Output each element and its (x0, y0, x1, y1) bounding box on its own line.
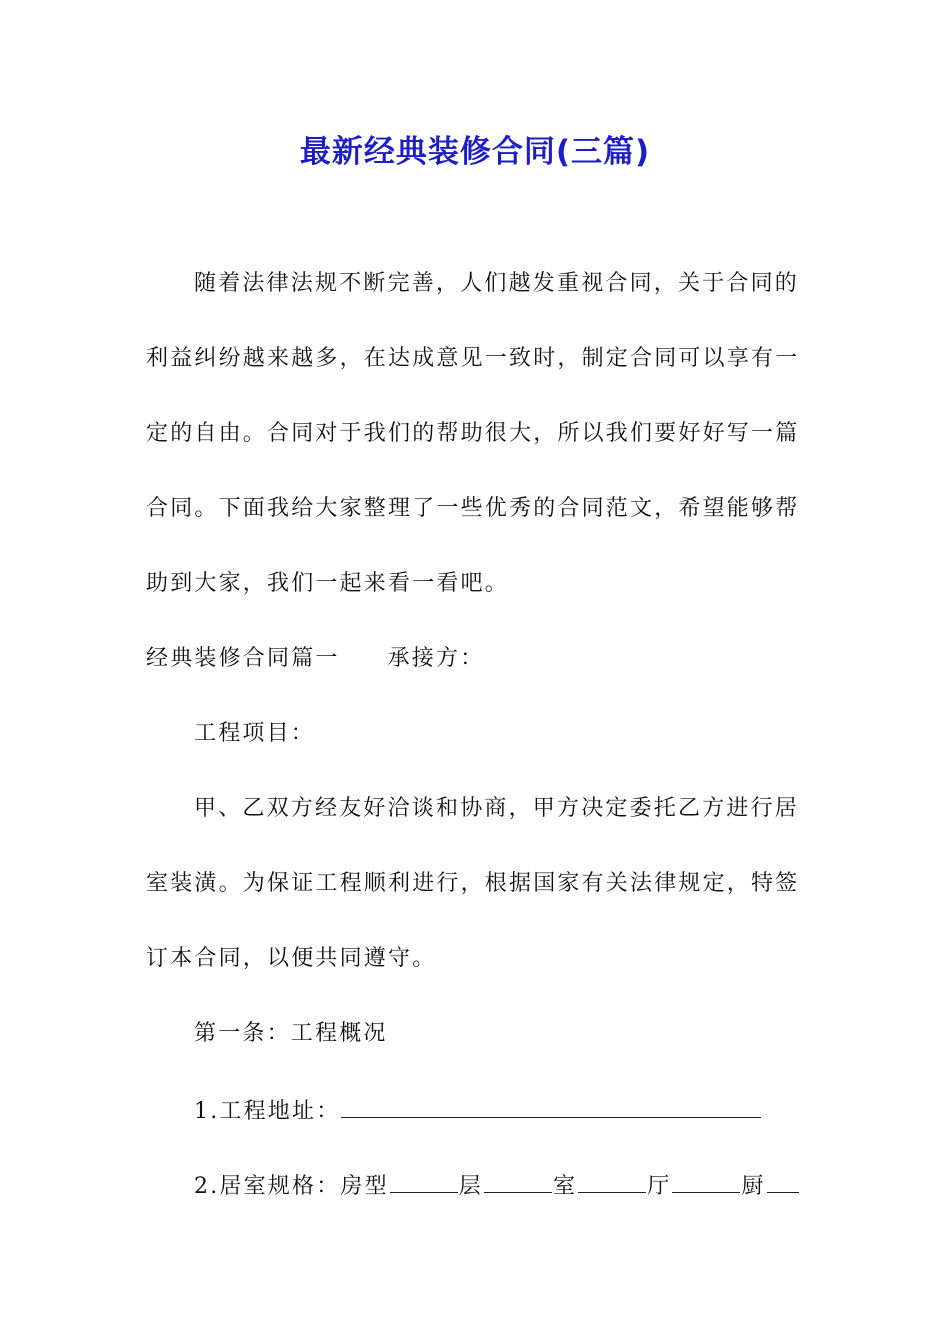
address-row (194, 1091, 864, 1130)
project-label: 工程项目： (194, 721, 316, 746)
intro-line-3: 定的自由。合同对于我们的帮助很大，所以我们要好好写一篇 (146, 421, 800, 446)
preamble-line-1: 甲、乙双方经友好洽谈和协商，甲方决定委托乙方进行居 (194, 796, 800, 821)
spec-label: 2.居室规格： (194, 1174, 341, 1199)
address-label: 1.工程地址： (194, 1099, 341, 1124)
spec-room-label: 室 (553, 1174, 578, 1199)
intro-line-4: 合同。下面我给大家整理了一些优秀的合同范文，希望能够帮 (146, 496, 800, 521)
contractor-label: 承接方： (387, 646, 485, 671)
spec-kitchen-label: 厨 (741, 1174, 766, 1199)
spec-type-label: 房型 (340, 1174, 389, 1199)
spec-floor-blank (484, 1166, 552, 1193)
preamble-line-3: 订本合同，以便共同遵守。 (146, 946, 437, 971)
intro-line-5: 助到大家，我们一起来看一看吧。 (146, 571, 510, 596)
spec-room-blank (578, 1166, 646, 1193)
spec-floor-label: 层 (458, 1174, 483, 1199)
intro-line-2: 利益纠纷越来越多，在达成意见一致时，制定合同可以享有一 (146, 346, 800, 371)
spec-kitchen-blank (767, 1166, 799, 1193)
section-heading: 经典装修合同篇一 (146, 646, 340, 671)
document-title: 最新经典装修合同(三篇) (299, 134, 651, 170)
spec-hall-label: 厅 (647, 1174, 672, 1199)
preamble-line-2: 室装潢。为保证工程顺利进行，根据国家有关法律规定，特签 (146, 871, 800, 896)
spec-type-blank (390, 1166, 458, 1193)
section-heading-row (146, 641, 816, 677)
spec-hall-blank (672, 1166, 740, 1193)
address-blank (341, 1091, 761, 1118)
intro-line-1: 随着法律法规不断完善，人们越发重视合同，关于合同的 (194, 271, 800, 296)
spec-row (194, 1166, 864, 1205)
article1-heading: 第一条：工程概况 (194, 1021, 388, 1046)
